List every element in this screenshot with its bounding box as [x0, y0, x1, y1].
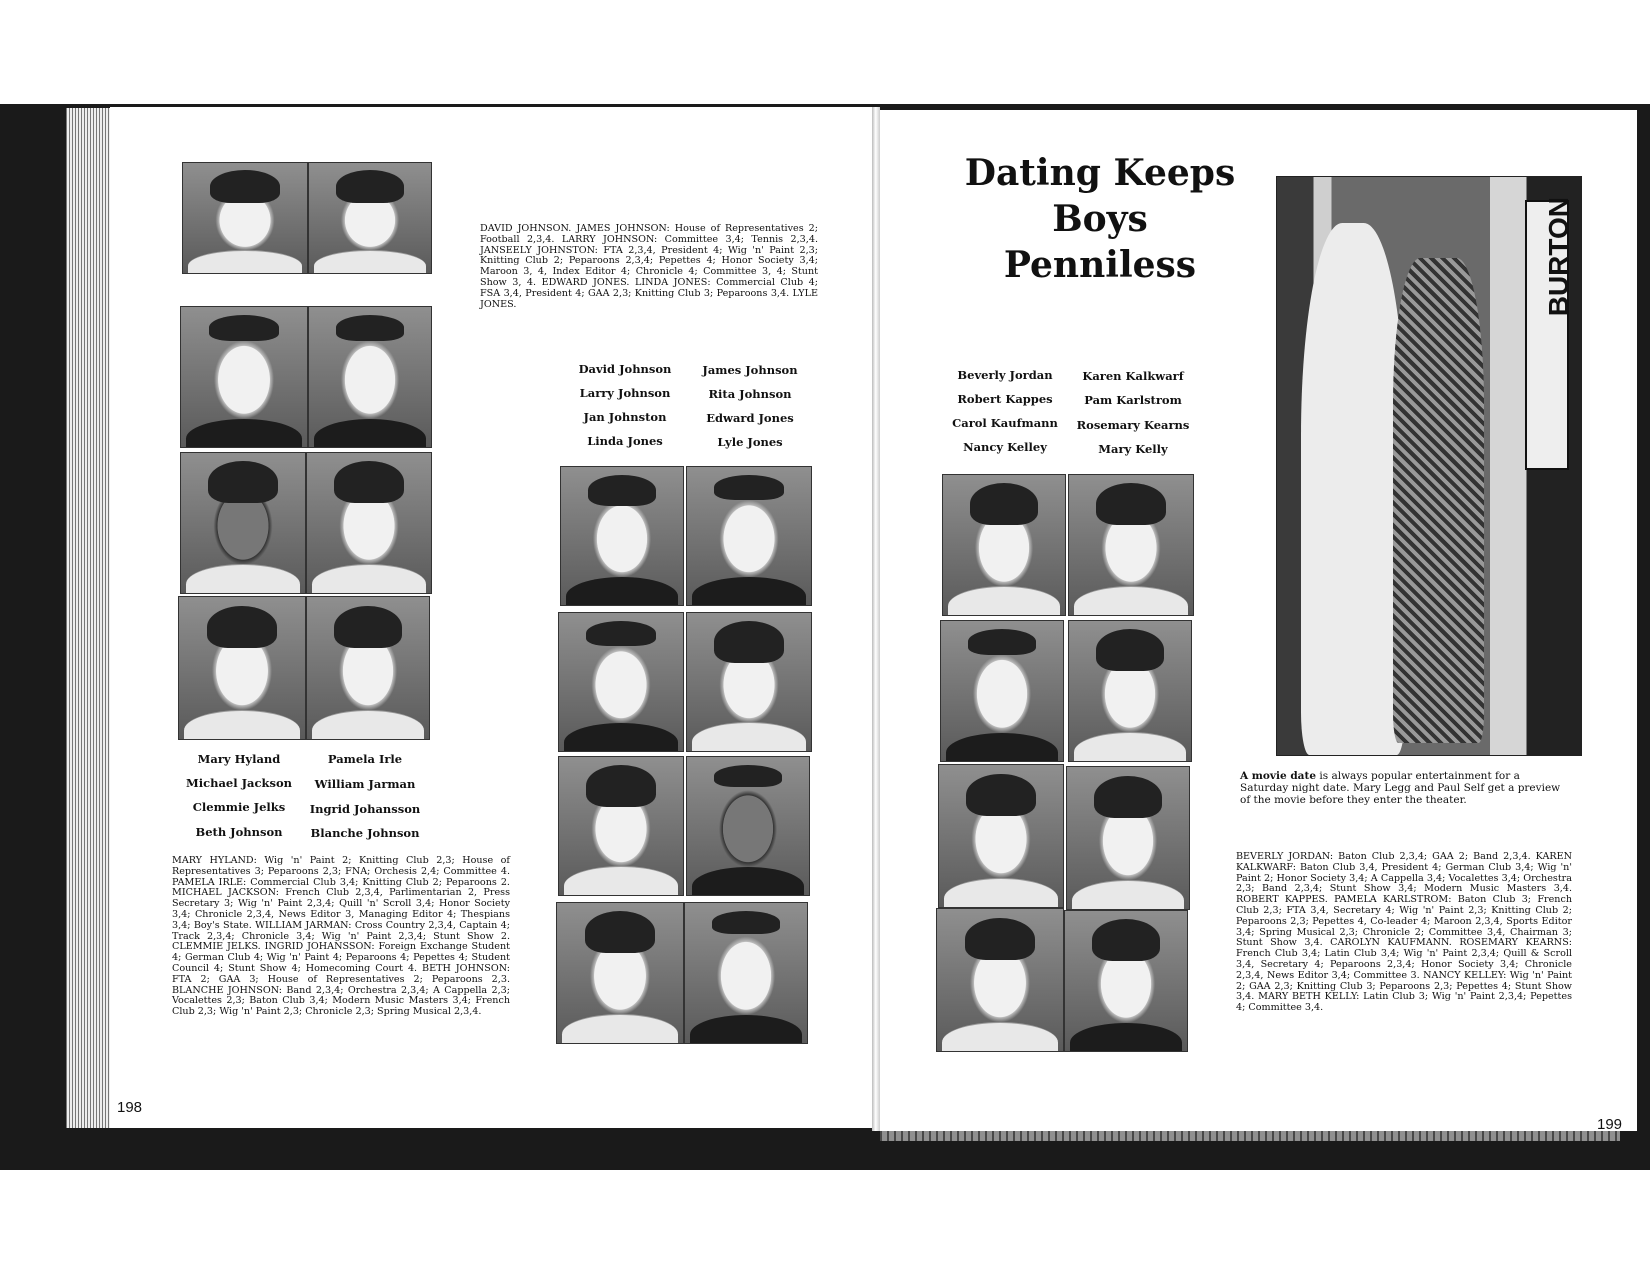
- student-activities-text: BEVERLY JORDAN: Baton Club 2,3,4; GAA 2; Band 2,3,4. KAREN KALKWARF: Baton Club 3,4, President 4; German Club 3,4; Wig 'n' Paint 2; Honor Society 3,4; A Cappella 3,4; Vocalettes 3,4; Orchestra 2,3; Band 2,3,4; Stunt Show 3,4; Modern Music Masters 3,4. ROBERT KAPPES. PAMELA KARLSTROM: Baton Club 3; French Club 2,3; FTA 3,4, Secretary 4; Wig 'n' Paint 2,3; Knitting Club 2; Peparoons 2,3; Pepettes 4, Co-leader 4; Maroon 2,3,4, Sports Editor 3,4; Spring Musical 2,3; Chronicle 2; Committee 3,4, Chairman 3; Stunt Show 3,4. CAROLYN KAUFMANN. ROSEMARY KEARNS: French Club 3,4; Latin Club 3,4; Wig 'n' Paint 2,3,4; Quill & Scroll 3,4, Secretary 4; Peparoons 2,3,4; Honor Society 3,4; Chronicle 2,3,4, News Editor 3,4; Committee 3. NANCY KELLEY: Wig 'n' Paint 2; GAA 2,3; Knitting Club 3; Peparoons 2,3; Pepettes 4; Stunt Show 3,4. MARY BETH KELLY: Latin Club 3; Wig 'n' Paint 2,3,4; Pepettes 4; Committee 3,4.: [1236, 851, 1572, 1014]
- portrait-photo: [1068, 620, 1192, 762]
- page-edges: [66, 108, 110, 1128]
- student-activities-text: DAVID JOHNSON. JAMES JOHNSON: House of Representatives 2; Football 2,3,4. LARRY JOHNSON: Committee 3,4; Tennis 2,3,4. JANSEELY JOHNSTON: FTA 2,3,4, President 4; Wig 'n' Paint 2,3; Knitting Club 2; Peparoons 2,3,4; Pepettes 4; Honor Society 3,4; Maroon 3, 4, Index Editor 4; Chronicle 4; Committee 3, 4; Stunt Show 3, 4. EDWARD JONES. LINDA JONES: Commercial Club 4; FSA 3,4, President 4; GAA 2,3; Knitting Club 3; Peparoons 3,4. LYLE JONES.: [480, 223, 818, 310]
- portrait-photo: [938, 764, 1064, 908]
- portrait-photo: [1066, 766, 1190, 910]
- student-name: Rosemary Kearns: [1076, 418, 1190, 432]
- page-number: 198: [117, 1099, 143, 1116]
- portrait-photo: [308, 306, 432, 448]
- portrait-photo: [936, 908, 1064, 1052]
- caption-lead: A movie date: [1240, 770, 1317, 782]
- student-name: David Johnson: [578, 362, 672, 376]
- student-name: Jan Johnston: [583, 410, 667, 424]
- portrait-photo: [180, 452, 306, 594]
- portrait-photo: [306, 452, 432, 594]
- student-name: Ingrid Johansson: [309, 802, 421, 816]
- portrait-photo: [180, 306, 308, 448]
- student-name: Robert Kappes: [957, 392, 1053, 406]
- portrait-photo: [940, 620, 1064, 762]
- portrait-photo: [1068, 474, 1194, 616]
- student-name: Edward Jones: [706, 411, 794, 425]
- portrait-photo: [686, 466, 812, 606]
- portrait-photo: [556, 902, 684, 1044]
- portrait-photo: [182, 162, 308, 274]
- student-name: James Johnson: [702, 363, 798, 377]
- student-activities-text: MARY HYLAND: Wig 'n' Paint 2; Knitting Club 2,3; House of Representatives 3; Peparoons 2,3; FNA; Orchesis 2,4; Committee 4. PAMELA IRLE: Commercial Club 3,4; Knitting Club 2; Peparoons 2. MICHAEL JACKSON: French Club 2,3,4, Parlimentarian 2, Press Secretary 3; Wig 'n' Paint 2,3,4; Quill 'n' Scroll 3,4; Honor Society 3,4; Chronicle 2,3,4, News Editor 3, Managing Editor 4; Thespians 3,4; Boy's State. WILLIAM JARMAN: Cross Country 2,3,4, Captain 4; Track 2,3,4; Chronicle 3,4; Wig 'n' Paint 2,3,4; Stunt Show 2. CLEMMIE JELKS. INGRID JOHANSSON: Foreign Exchange Student 4; German Club 4; Wig 'n' Paint 4; Peparoons 4; Pepettes 4; Student Council 4; Stunt Show 4; Homecoming Court 4. BETH JOHNSON: FTA 2; GAA 3; House of Representatives 2; Peparoons 2,3. BLANCHE JOHNSON: Band 2,3,4; Orchestra 2,3,4; A Cappella 2,3; Vocalettes 2,3; Baton Club 3,4; Modern Music Masters 3,4; French Club 2,3; Wig 'n' Paint 2,3; Chronicle 2,3; Spring Musical 2,3,4.: [172, 855, 510, 1018]
- portrait-photo: [560, 466, 684, 606]
- page-headline: [955, 150, 1245, 288]
- portrait-photo: [684, 902, 808, 1044]
- portrait-photo: [558, 756, 684, 896]
- student-name: Nancy Kelley: [963, 440, 1047, 454]
- page-number: 199: [1597, 1116, 1623, 1133]
- student-name: Beverly Jordan: [957, 368, 1053, 382]
- book-spine: [872, 107, 880, 1131]
- student-name: Blanche Johnson: [310, 826, 420, 840]
- portrait-photo: [686, 612, 812, 752]
- student-name: Beth Johnson: [195, 825, 283, 839]
- student-name: Rita Johnson: [708, 387, 792, 401]
- student-name: Lyle Jones: [717, 435, 783, 449]
- portrait-photo: [308, 162, 432, 274]
- student-name: Mary Hyland: [197, 752, 281, 766]
- student-name: Pam Karlstrom: [1084, 393, 1182, 407]
- portrait-photo: [1064, 910, 1188, 1052]
- student-name: Mary Kelly: [1098, 442, 1168, 456]
- student-name: Larry Johnson: [579, 386, 671, 400]
- portrait-photo: [178, 596, 306, 740]
- student-name: William Jarman: [314, 777, 416, 791]
- movie-date-photo: [1276, 176, 1582, 756]
- photo-caption: [1240, 770, 1570, 806]
- student-name: Linda Jones: [587, 434, 663, 448]
- student-name: Michael Jackson: [186, 776, 292, 790]
- student-name: Karen Kalkwarf: [1082, 369, 1184, 383]
- student-name: Pamela Irle: [327, 752, 403, 766]
- portrait-photo: [686, 756, 810, 896]
- caption-text: is always popular entertainment for a Saturday night date. Mary Legg and Paul Self get a preview of the movie before they enter the theater.: [1240, 770, 1561, 806]
- page-bottom-edge: [880, 1131, 1620, 1141]
- student-name: Clemmie Jelks: [192, 800, 286, 814]
- student-name: Carol Kaufmann: [952, 416, 1058, 430]
- portrait-photo: [558, 612, 684, 752]
- theater-sign-text: BURTON: [1543, 197, 1574, 317]
- portrait-photo: [306, 596, 430, 740]
- headline-line: Dating Keeps: [964, 152, 1236, 194]
- headline-line: Boys Penniless: [1003, 198, 1197, 286]
- portrait-photo: [942, 474, 1066, 616]
